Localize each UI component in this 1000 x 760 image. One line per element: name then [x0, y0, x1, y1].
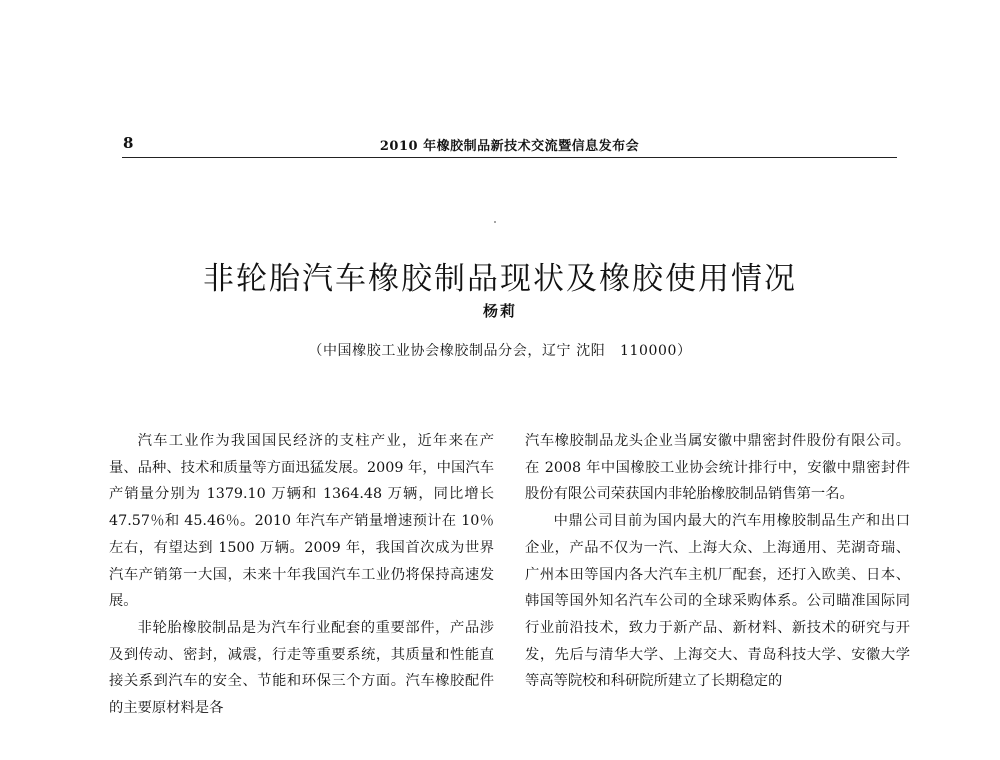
- author-name: 杨莉: [482, 302, 517, 320]
- article-title: 非轮胎汽车橡胶制品现状及橡胶使用情况: [203, 260, 797, 297]
- paragraph: 汽车工业作为我国国民经济的支柱产业，近年来在产量、品种、技术和质量等方面迅猛发展。2009 年，中国汽车产销量分别为 1379.10 万辆和 1364.48 万辆，同比增长 47.57％和 45.46％。2010 年汽车产销量增速预计在 10％左右，有望达到 1500 万辆。2009 年，我国首次成为世界汽车产销第一大国，未来十年我国汽车工业仍将保持高速发展。: [109, 433, 494, 610]
- right-column: [525, 428, 910, 695]
- paragraph: 非轮胎橡胶制品是为汽车行业配套的重要部件，产品涉及到传动、密封，减震，行走等重要系统，其质量和性能直接关系到汽车的安全、节能和环保三个方面。汽车橡胶配件的主要原材料是各: [109, 619, 494, 717]
- author-affiliation: （中国橡胶工业协会橡胶制品分会，辽宁 沈阳 110000）: [308, 343, 692, 359]
- running-header: [122, 131, 897, 155]
- page-number: 8: [123, 134, 134, 152]
- left-column: [109, 428, 494, 722]
- paragraph: 汽车橡胶制品龙头企业当属安徽中鼎密封件股份有限公司。在 2008 年中国橡胶工业协会统计排行中，安徽中鼎密封件股份有限公司荣获国内非轮胎橡胶制品销售第一名。: [525, 433, 910, 503]
- scan-speck: [494, 221, 496, 223]
- paragraph: 中鼎公司目前为国内最大的汽车用橡胶制品生产和出口企业，产品不仅为一汽、上海大众、上海通用、芜湖奇瑞、广州本田等国内各大汽车主机厂配套，还打入欧美、日本、韩国等国外知名汽车公司的全球采购体系。公司瞄准国际同行业前沿技术，致力于新产品、新材料、新技术的研究与开发，先后与清华大学、上海交大、青岛科技大学、安徽大学等高等院校和科研院所建立了长期稳定的: [525, 513, 910, 690]
- header-rule: [122, 157, 897, 158]
- running-title: 2010 年橡胶制品新技术交流暨信息发布会: [379, 139, 640, 154]
